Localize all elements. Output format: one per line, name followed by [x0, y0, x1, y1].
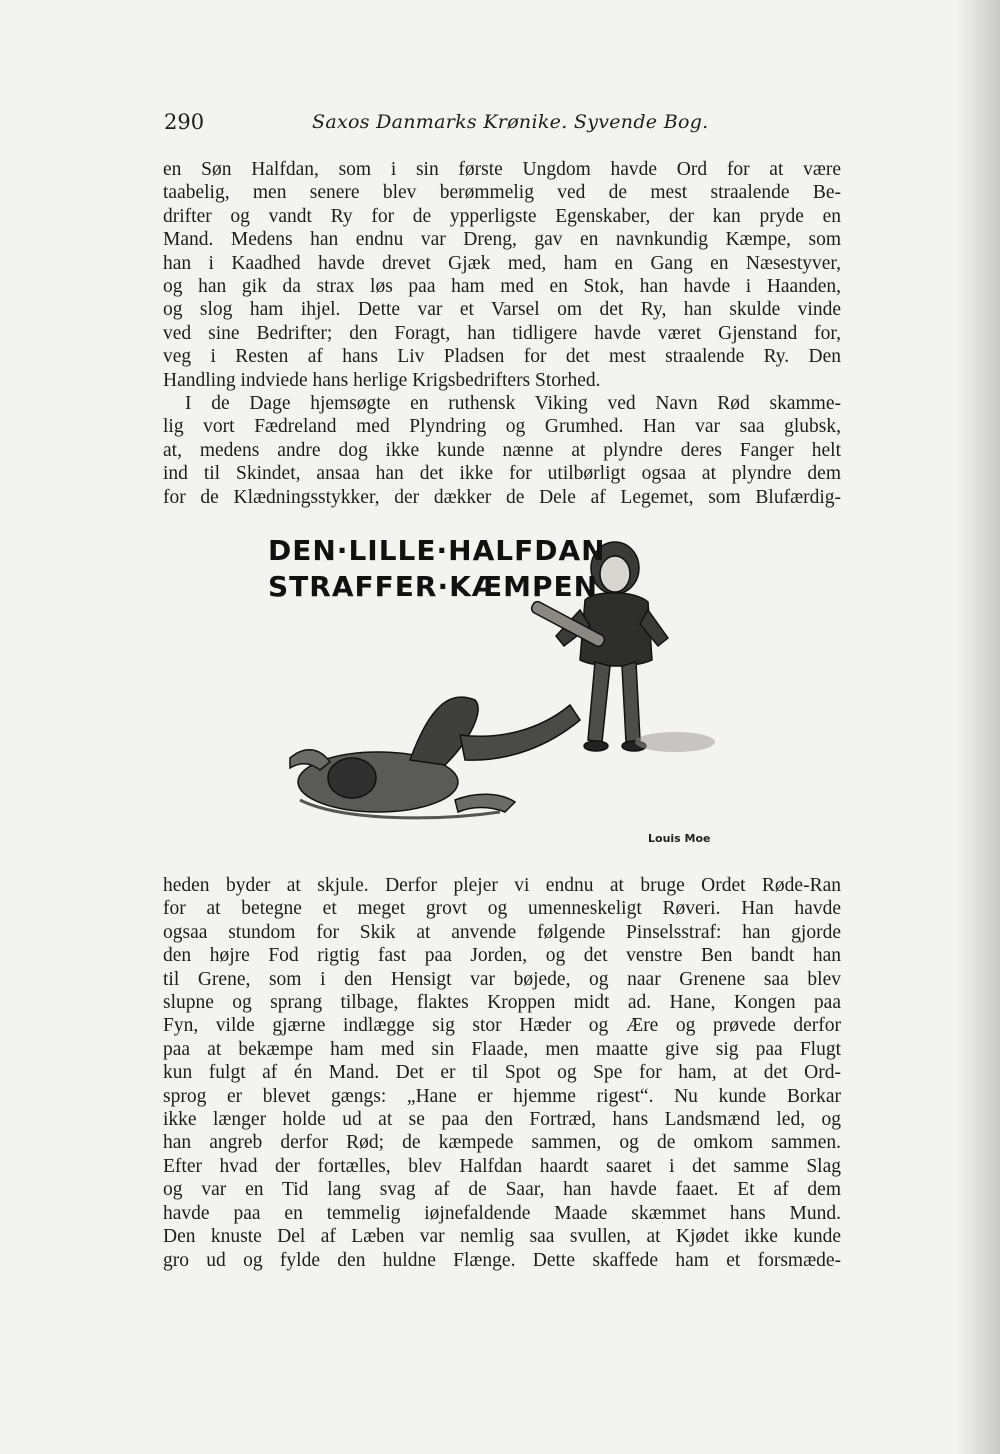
- artist-signature: Louis Moe: [648, 832, 711, 845]
- text-line: ogsaa stundom for Skik at anvende følgende Pinselsstraf: han gjorde: [163, 921, 841, 943]
- text-line: slupne og sprang tilbage, flaktes Kroppen midt ad. Hane, Kongen paa: [163, 992, 841, 1014]
- text-line: heden byder at skjule. Derfor plejer vi endnu at bruge Ordet Røde-Ran: [163, 875, 841, 896]
- body-text-bottom: [163, 874, 841, 1272]
- illustration: [260, 530, 760, 850]
- body-text-top: [163, 158, 841, 509]
- text-line: havde paa en temmelig iøjnefaldende Maade skæmmet hans Mund.: [163, 1202, 841, 1224]
- text-line: Handling indviede hans herlige Krigsbedrifters Storhed.: [163, 369, 601, 391]
- text-line: for de Klædningsstykker, der dækker de Dele af Legemet, som Blufærdig-: [163, 486, 841, 508]
- page-number: 290: [164, 110, 205, 134]
- text-line: Fyn, vilde gjærne indlægge sig stor Hæder og Ære og prøvede derfor: [163, 1015, 841, 1037]
- illustration-caption-line1: DEN·LILLE·HALFDAN: [268, 534, 606, 567]
- text-line: ved sine Bedrifter; den Foragt, han tidligere havde været Gjenstand for,: [163, 322, 841, 344]
- text-line: at, medens andre dog ikke kunde nænne at plyndre deres Fanger helt: [163, 439, 841, 461]
- text-line: en Søn Halfdan, som i sin første Ungdom havde Ord for at være: [163, 159, 841, 180]
- text-line: for at betegne et meget grovt og umenneskeligt Røveri. Han havde: [163, 898, 841, 920]
- text-line: paa at bekæmpe ham med sin Flaade, men maatte give sig paa Flugt: [163, 1038, 841, 1060]
- text-line: drifter og vandt Ry for de ypperligste Egenskaber, der kan pryde en: [163, 205, 841, 227]
- text-line: taabelig, men senere blev berømmelig ved de mest straalende Be-: [163, 182, 841, 204]
- text-line: og han gik da strax løs paa ham med en Stok, han havde i Haanden,: [163, 276, 841, 298]
- text-line: den højre Fod rigtig fast paa Jorden, og det venstre Ben bandt han: [163, 945, 841, 967]
- text-line: lig vort Fædreland med Plyndring og Grumhed. Han var saa glubsk,: [163, 416, 841, 438]
- text-line: sprog er blevet gængs: „Hane er hjemme rigest“. Nu kunde Borkar: [163, 1085, 841, 1107]
- text-line: Efter hvad der fortælles, blev Halfdan haardt saaret i det samme Slag: [163, 1155, 841, 1177]
- page-gutter-shadow: [958, 0, 1000, 1454]
- text-line: han angreb derfor Rød; de kæmpede sammen, og de omkom sammen.: [163, 1132, 841, 1154]
- text-line: veg i Resten af hans Liv Pladsen for det mest straalende Ry. Den: [163, 346, 841, 368]
- page-header: [164, 110, 844, 140]
- text-line: og var en Tid lang svag af de Saar, han havde faaet. Et af dem: [163, 1179, 841, 1201]
- text-line: gro ud og fylde den huldne Flænge. Dette skaffede ham et forsmæde-: [163, 1249, 841, 1271]
- running-title: Saxos Danmarks Krønike. Syvende Bog.: [312, 111, 709, 133]
- text-line: kun fulgt af én Mand. Det er til Spot og Spe for ham, at det Ord-: [163, 1062, 841, 1084]
- text-line: Den knuste Del af Læben var nemlig saa svullen, at Kjødet ikke kunde: [163, 1226, 841, 1248]
- illustration-caption-line2: STRAFFER·KÆMPEN: [268, 570, 599, 603]
- text-line: ikke længer holde ud at se paa den Fortræd, hans Landsmænd led, og: [163, 1109, 841, 1131]
- text-line: til Grene, som i den Hensigt var bøjede, og naar Grenene saa blev: [163, 968, 841, 990]
- text-line: han i Kaadhed havde drevet Gjæk med, ham en Gang en Næsestyver,: [163, 252, 841, 274]
- text-line: Mand. Medens han endnu var Dreng, gav en navnkundig Kæmpe, som: [163, 229, 841, 251]
- text-line: ind til Skindet, ansaa han det ikke for utilbørligt ogsaa at plyndre dem: [163, 463, 841, 485]
- fallen-giant-figure: [290, 697, 580, 818]
- text-line: I de Dage hjemsøgte en ruthensk Viking ved Navn Rød skamme-: [185, 393, 841, 415]
- text-line: og slog ham ihjel. Dette var et Varsel om det Ry, han skulde vinde: [163, 299, 841, 321]
